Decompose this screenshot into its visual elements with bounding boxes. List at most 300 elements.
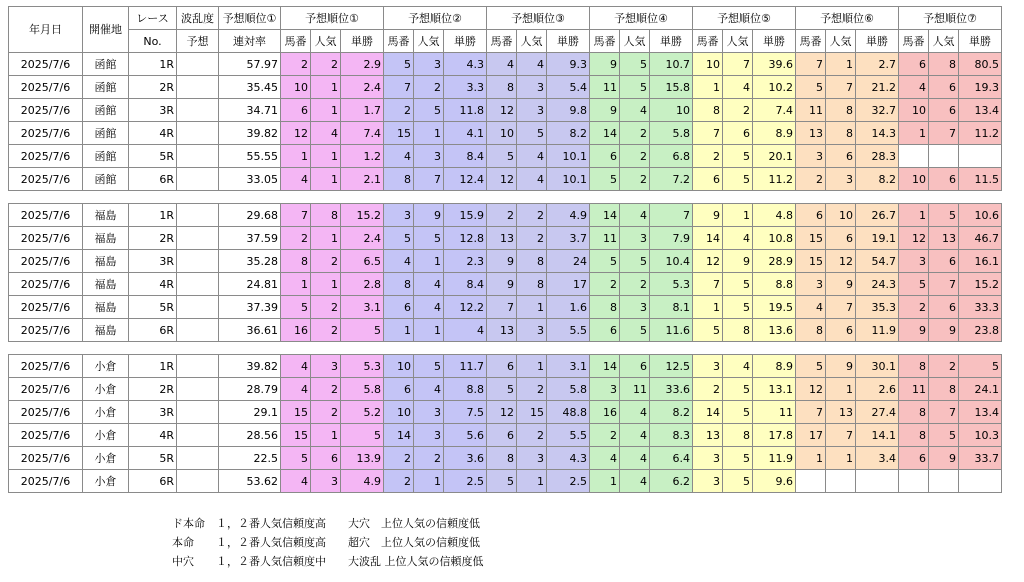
popularity-cell: 6	[311, 447, 341, 470]
horse-number-cell: 7	[693, 122, 723, 145]
date-cell: 2025/7/6	[9, 424, 83, 447]
group-header-6: 予想順位⑥	[796, 7, 899, 30]
horse-number-cell: 4	[281, 168, 311, 191]
popularity-cell: 3	[311, 355, 341, 378]
race-number-cell: 3R	[129, 99, 177, 122]
horse-number-cell: 8	[899, 401, 929, 424]
win-odds-cell: 16.1	[959, 250, 1002, 273]
venue-cell: 函館	[83, 99, 129, 122]
chaos-cell	[177, 424, 219, 447]
venue-cell: 小倉	[83, 401, 129, 424]
table-row	[9, 296, 1002, 319]
popularity-cell: 8	[311, 204, 341, 227]
group-header-4: 予想順位④	[590, 7, 693, 30]
horse-number-cell	[899, 145, 929, 168]
popularity-cell: 5	[620, 76, 650, 99]
date-cell: 2025/7/6	[9, 250, 83, 273]
section-spacer	[9, 191, 1002, 204]
popularity-cell: 7	[929, 273, 959, 296]
horse-number-cell: 7	[384, 76, 414, 99]
horse-number-cell: 8	[590, 296, 620, 319]
table-row	[9, 378, 1002, 401]
date-cell: 2025/7/6	[9, 76, 83, 99]
popularity-cell: 3	[517, 76, 547, 99]
table-row	[9, 168, 1002, 191]
win-odds-cell: 3.1	[341, 296, 384, 319]
win-odds-cell: 20.1	[753, 145, 796, 168]
horse-number-cell: 12	[487, 99, 517, 122]
horse-number-cell: 14	[693, 227, 723, 250]
rate-cell: 36.61	[219, 319, 281, 342]
win-odds-cell: 11.5	[959, 168, 1002, 191]
date-cell: 2025/7/6	[9, 53, 83, 76]
subheader-win-odds: 単勝	[856, 30, 899, 53]
win-odds-cell: 21.2	[856, 76, 899, 99]
win-odds-cell: 11	[753, 401, 796, 424]
win-odds-cell: 15.2	[341, 204, 384, 227]
legend-notes	[172, 514, 484, 571]
horse-number-cell: 9	[487, 250, 517, 273]
spacer-cell	[9, 191, 1002, 204]
win-odds-cell: 2.4	[341, 227, 384, 250]
race-number-cell: 2R	[129, 227, 177, 250]
table-row	[9, 99, 1002, 122]
popularity-cell: 3	[517, 447, 547, 470]
horse-number-cell: 7	[796, 401, 826, 424]
popularity-cell: 1	[517, 355, 547, 378]
win-odds-cell: 5.8	[547, 378, 590, 401]
rate-cell: 35.28	[219, 250, 281, 273]
horse-number-cell: 1	[693, 76, 723, 99]
win-odds-cell: 2.3	[444, 250, 487, 273]
win-odds-cell: 7	[650, 204, 693, 227]
horse-number-cell: 2	[487, 204, 517, 227]
horse-number-cell: 8	[899, 424, 929, 447]
win-odds-cell: 3.7	[547, 227, 590, 250]
section-spacer	[9, 342, 1002, 355]
chaos-cell	[177, 355, 219, 378]
rate-cell: 28.79	[219, 378, 281, 401]
popularity-cell: 5	[414, 355, 444, 378]
race-number-cell: 2R	[129, 378, 177, 401]
horse-number-cell: 8	[487, 447, 517, 470]
popularity-cell: 1	[414, 319, 444, 342]
popularity-cell: 6	[929, 296, 959, 319]
horse-number-cell: 6	[693, 168, 723, 191]
horse-number-cell: 11	[590, 76, 620, 99]
subheader-popularity: 人気	[414, 30, 444, 53]
win-odds-cell: 5.3	[650, 273, 693, 296]
horse-number-cell: 15	[281, 401, 311, 424]
header-chaos-bottom: 予想	[177, 30, 219, 53]
win-odds-cell: 7.4	[753, 99, 796, 122]
popularity-cell: 5	[723, 168, 753, 191]
subheader-win-odds: 単勝	[341, 30, 384, 53]
win-odds-cell: 9.6	[753, 470, 796, 493]
win-odds-cell: 7.9	[650, 227, 693, 250]
race-number-cell: 4R	[129, 122, 177, 145]
horse-number-cell: 8	[693, 99, 723, 122]
win-odds-cell: 10.7	[650, 53, 693, 76]
win-odds-cell: 1.7	[341, 99, 384, 122]
win-odds-cell: 11.2	[753, 168, 796, 191]
win-odds-cell: 7.2	[650, 168, 693, 191]
chaos-cell	[177, 76, 219, 99]
popularity-cell: 2	[311, 319, 341, 342]
win-odds-cell: 33.6	[650, 378, 693, 401]
popularity-cell: 6	[929, 250, 959, 273]
table-row	[9, 122, 1002, 145]
popularity-cell: 5	[723, 273, 753, 296]
popularity-cell: 1	[311, 168, 341, 191]
popularity-cell: 2	[620, 122, 650, 145]
win-odds-cell: 28.9	[753, 250, 796, 273]
subheader-win-odds: 単勝	[959, 30, 1002, 53]
horse-number-cell: 14	[590, 122, 620, 145]
rate-cell: 33.05	[219, 168, 281, 191]
table-row	[9, 53, 1002, 76]
date-cell: 2025/7/6	[9, 319, 83, 342]
win-odds-cell: 12.8	[444, 227, 487, 250]
chaos-cell	[177, 204, 219, 227]
win-odds-cell: 4.9	[547, 204, 590, 227]
win-odds-cell: 11.8	[444, 99, 487, 122]
horse-number-cell: 15	[796, 227, 826, 250]
popularity-cell: 7	[723, 53, 753, 76]
win-odds-cell: 10.4	[650, 250, 693, 273]
popularity-cell: 6	[620, 355, 650, 378]
chaos-cell	[177, 401, 219, 424]
horse-number-cell: 15	[384, 122, 414, 145]
subheader-horse-number: 馬番	[590, 30, 620, 53]
rate-cell: 29.1	[219, 401, 281, 424]
chaos-cell	[177, 53, 219, 76]
win-odds-cell: 5.3	[341, 355, 384, 378]
win-odds-cell: 4	[444, 319, 487, 342]
subheader-horse-number: 馬番	[487, 30, 517, 53]
horse-number-cell: 12	[899, 227, 929, 250]
horse-number-cell: 1	[899, 204, 929, 227]
win-odds-cell: 10.2	[753, 76, 796, 99]
win-odds-cell	[959, 470, 1002, 493]
win-odds-cell: 15.9	[444, 204, 487, 227]
win-odds-cell: 11.9	[856, 319, 899, 342]
win-odds-cell: 5.4	[547, 76, 590, 99]
win-odds-cell: 24.3	[856, 273, 899, 296]
popularity-cell: 4	[517, 145, 547, 168]
win-odds-cell: 39.6	[753, 53, 796, 76]
horse-number-cell: 6	[384, 378, 414, 401]
popularity-cell: 1	[826, 378, 856, 401]
popularity-cell: 5	[620, 319, 650, 342]
horse-number-cell: 16	[590, 401, 620, 424]
race-number-cell: 1R	[129, 355, 177, 378]
win-odds-cell: 6.2	[650, 470, 693, 493]
horse-number-cell: 8	[281, 250, 311, 273]
popularity-cell: 2	[311, 378, 341, 401]
win-odds-cell: 14.3	[856, 122, 899, 145]
popularity-cell: 2	[517, 378, 547, 401]
popularity-cell: 8	[517, 273, 547, 296]
popularity-cell: 13	[826, 401, 856, 424]
horse-number-cell: 1	[281, 273, 311, 296]
race-number-cell: 4R	[129, 273, 177, 296]
race-number-cell: 2R	[129, 76, 177, 99]
rate-cell: 28.56	[219, 424, 281, 447]
horse-number-cell: 9	[590, 99, 620, 122]
win-odds-cell: 17	[547, 273, 590, 296]
popularity-cell: 4	[723, 227, 753, 250]
win-odds-cell: 14.1	[856, 424, 899, 447]
horse-number-cell: 5	[796, 76, 826, 99]
header-venue: 開催地	[83, 7, 129, 53]
win-odds-cell: 7.4	[341, 122, 384, 145]
chaos-cell	[177, 296, 219, 319]
win-odds-cell: 8.9	[753, 122, 796, 145]
horse-number-cell: 8	[899, 355, 929, 378]
rate-cell: 24.81	[219, 273, 281, 296]
group-header-3: 予想順位③	[487, 7, 590, 30]
win-odds-cell: 23.8	[959, 319, 1002, 342]
win-odds-cell: 5	[341, 319, 384, 342]
horse-number-cell: 5	[281, 296, 311, 319]
header-rank1-top: 予想順位①	[219, 7, 281, 30]
subheader-win-odds: 単勝	[547, 30, 590, 53]
horse-number-cell: 1	[590, 470, 620, 493]
win-odds-cell: 5.8	[341, 378, 384, 401]
popularity-cell: 2	[311, 250, 341, 273]
horse-number-cell: 5	[899, 273, 929, 296]
venue-cell: 函館	[83, 53, 129, 76]
horse-number-cell: 1	[281, 145, 311, 168]
table-row	[9, 145, 1002, 168]
horse-number-cell: 7	[693, 273, 723, 296]
win-odds-cell: 8.1	[650, 296, 693, 319]
horse-number-cell: 7	[487, 296, 517, 319]
subheader-popularity: 人気	[311, 30, 341, 53]
legend-note-line: 中穴 １，２番人気信頼度中 大波乱 上位人気の信頼度低	[172, 555, 484, 568]
win-odds-cell: 11.6	[650, 319, 693, 342]
horse-number-cell: 8	[384, 168, 414, 191]
horse-number-cell: 3	[693, 355, 723, 378]
popularity-cell: 1	[311, 273, 341, 296]
popularity-cell: 5	[620, 250, 650, 273]
win-odds-cell: 8.2	[547, 122, 590, 145]
win-odds-cell: 10.1	[547, 168, 590, 191]
horse-number-cell: 5	[384, 227, 414, 250]
popularity-cell: 10	[826, 204, 856, 227]
win-odds-cell: 54.7	[856, 250, 899, 273]
race-number-cell: 1R	[129, 204, 177, 227]
popularity-cell: 4	[517, 53, 547, 76]
win-odds-cell: 8.9	[753, 355, 796, 378]
venue-cell: 福島	[83, 273, 129, 296]
subheader-horse-number: 馬番	[693, 30, 723, 53]
horse-number-cell: 14	[590, 355, 620, 378]
horse-number-cell: 12	[487, 401, 517, 424]
subheader-popularity: 人気	[517, 30, 547, 53]
subheader-popularity: 人気	[826, 30, 856, 53]
win-odds-cell: 48.8	[547, 401, 590, 424]
popularity-cell: 8	[826, 122, 856, 145]
table-row	[9, 76, 1002, 99]
popularity-cell: 3	[620, 227, 650, 250]
horse-number-cell: 5	[384, 53, 414, 76]
popularity-cell	[826, 470, 856, 493]
group-header-5: 予想順位⑤	[693, 7, 796, 30]
popularity-cell: 4	[620, 204, 650, 227]
popularity-cell: 1	[311, 424, 341, 447]
date-cell: 2025/7/6	[9, 204, 83, 227]
popularity-cell: 2	[311, 53, 341, 76]
win-odds-cell: 13.4	[959, 401, 1002, 424]
horse-number-cell: 2	[693, 378, 723, 401]
popularity-cell: 5	[723, 447, 753, 470]
date-cell: 2025/7/6	[9, 145, 83, 168]
win-odds-cell: 35.3	[856, 296, 899, 319]
horse-number-cell: 2	[693, 145, 723, 168]
horse-number-cell: 9	[899, 319, 929, 342]
horse-number-cell: 6	[487, 424, 517, 447]
race-number-cell: 3R	[129, 250, 177, 273]
win-odds-cell: 8.8	[753, 273, 796, 296]
horse-number-cell: 2	[899, 296, 929, 319]
group-header-7: 予想順位⑦	[899, 7, 1002, 30]
win-odds-cell: 5.6	[444, 424, 487, 447]
win-odds-cell: 2.5	[444, 470, 487, 493]
horse-number-cell: 1	[384, 319, 414, 342]
popularity-cell: 6	[826, 319, 856, 342]
win-odds-cell: 9.8	[547, 99, 590, 122]
win-odds-cell: 32.7	[856, 99, 899, 122]
venue-cell: 福島	[83, 296, 129, 319]
date-cell: 2025/7/6	[9, 447, 83, 470]
chaos-cell	[177, 168, 219, 191]
win-odds-cell: 5.2	[341, 401, 384, 424]
popularity-cell: 1	[311, 227, 341, 250]
popularity-cell: 1	[517, 470, 547, 493]
popularity-cell: 1	[311, 145, 341, 168]
win-odds-cell: 11.2	[959, 122, 1002, 145]
popularity-cell: 1	[826, 53, 856, 76]
table-row	[9, 204, 1002, 227]
popularity-cell: 2	[517, 227, 547, 250]
popularity-cell: 4	[620, 447, 650, 470]
popularity-cell: 4	[723, 355, 753, 378]
venue-cell: 福島	[83, 319, 129, 342]
win-odds-cell: 10.1	[547, 145, 590, 168]
date-cell: 2025/7/6	[9, 227, 83, 250]
horse-number-cell: 7	[281, 204, 311, 227]
win-odds-cell: 12.5	[650, 355, 693, 378]
horse-number-cell: 3	[693, 447, 723, 470]
venue-cell: 小倉	[83, 424, 129, 447]
horse-number-cell: 10	[487, 122, 517, 145]
win-odds-cell: 4.1	[444, 122, 487, 145]
popularity-cell: 7	[929, 122, 959, 145]
popularity-cell: 2	[517, 424, 547, 447]
horse-number-cell: 5	[796, 355, 826, 378]
win-odds-cell: 10	[650, 99, 693, 122]
popularity-cell: 2	[311, 296, 341, 319]
popularity-cell: 3	[517, 99, 547, 122]
win-odds-cell: 11.7	[444, 355, 487, 378]
popularity-cell: 8	[826, 99, 856, 122]
win-odds-cell: 8.4	[444, 273, 487, 296]
subheader-win-odds: 単勝	[650, 30, 693, 53]
popularity-cell: 4	[311, 122, 341, 145]
horse-number-cell: 3	[796, 273, 826, 296]
popularity-cell: 6	[929, 168, 959, 191]
horse-number-cell: 13	[796, 122, 826, 145]
win-odds-cell: 6.5	[341, 250, 384, 273]
race-number-cell: 6R	[129, 470, 177, 493]
table-row	[9, 250, 1002, 273]
table-row	[9, 447, 1002, 470]
horse-number-cell: 10	[384, 355, 414, 378]
horse-number-cell: 2	[281, 53, 311, 76]
popularity-cell: 3	[414, 424, 444, 447]
win-odds-cell: 13.6	[753, 319, 796, 342]
popularity-cell: 5	[723, 470, 753, 493]
venue-cell: 福島	[83, 227, 129, 250]
win-odds-cell: 2.7	[856, 53, 899, 76]
popularity-cell: 1	[414, 122, 444, 145]
horse-number-cell: 4	[487, 53, 517, 76]
win-odds-cell: 3.1	[547, 355, 590, 378]
popularity-cell: 5	[517, 122, 547, 145]
popularity-cell: 8	[929, 378, 959, 401]
horse-number-cell: 14	[384, 424, 414, 447]
chaos-cell	[177, 227, 219, 250]
win-odds-cell: 19.1	[856, 227, 899, 250]
popularity-cell: 7	[414, 168, 444, 191]
horse-number-cell: 4	[899, 76, 929, 99]
win-odds-cell: 9.3	[547, 53, 590, 76]
popularity-cell: 6	[929, 76, 959, 99]
date-cell: 2025/7/6	[9, 168, 83, 191]
popularity-cell	[929, 145, 959, 168]
subheader-horse-number: 馬番	[384, 30, 414, 53]
table-row	[9, 401, 1002, 424]
horse-number-cell: 4	[281, 355, 311, 378]
chaos-cell	[177, 470, 219, 493]
popularity-cell: 9	[929, 319, 959, 342]
popularity-cell: 1	[311, 76, 341, 99]
chaos-cell	[177, 447, 219, 470]
venue-cell: 小倉	[83, 355, 129, 378]
win-odds-cell: 4.3	[547, 447, 590, 470]
popularity-cell: 9	[414, 204, 444, 227]
popularity-cell: 1	[414, 250, 444, 273]
prediction-table	[8, 6, 1002, 493]
popularity-cell: 1	[311, 99, 341, 122]
horse-number-cell: 13	[487, 227, 517, 250]
horse-number-cell: 3	[590, 378, 620, 401]
horse-number-cell: 4	[281, 470, 311, 493]
horse-number-cell: 1	[693, 296, 723, 319]
popularity-cell: 3	[517, 319, 547, 342]
popularity-cell: 13	[929, 227, 959, 250]
table-row	[9, 227, 1002, 250]
horse-number-cell: 6	[899, 447, 929, 470]
table-row	[9, 319, 1002, 342]
header-race-top: レース	[129, 7, 177, 30]
horse-number-cell: 2	[384, 470, 414, 493]
win-odds-cell: 8.3	[650, 424, 693, 447]
popularity-cell: 4	[620, 99, 650, 122]
popularity-cell: 2	[414, 447, 444, 470]
